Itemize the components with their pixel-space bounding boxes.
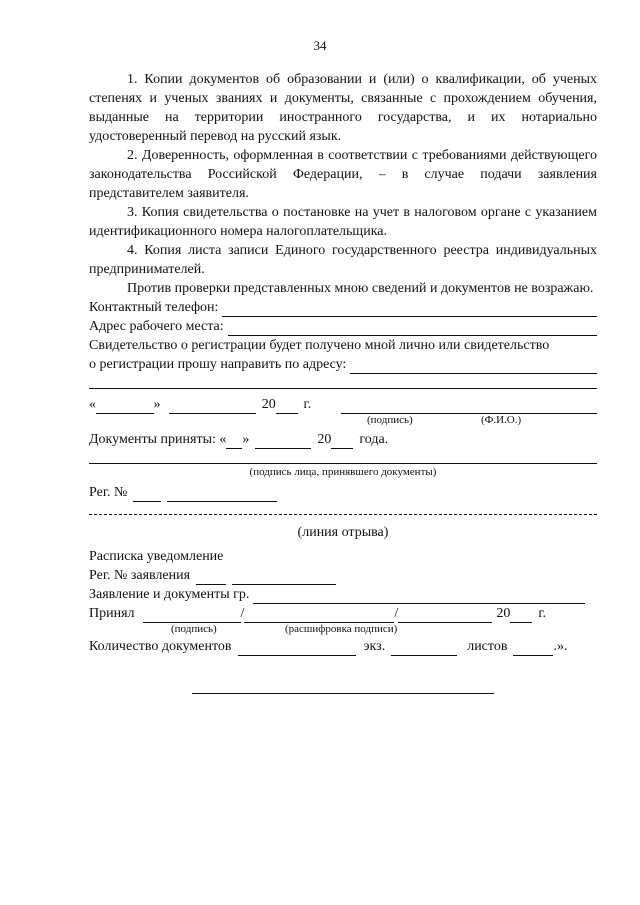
paragraph-1: 1. Копии документов об образовании и (или) о квалификации, об ученых степенях и ученых званиях и документы, связанные с прохождением обучения, выданные на территории иностранного государства, и их нотариально удостоверенный перевод на русский язык. [89,72,597,144]
reg-line [89,483,597,502]
page-number: 34 [313,38,327,53]
reg-number-field[interactable] [133,488,161,502]
receipt-sheets-field[interactable] [513,642,553,656]
accepted-signature-field[interactable] [89,463,597,464]
receipt-count-label: Количество документов [89,639,232,654]
year-prefix: 20 [261,397,276,412]
receipt-accepted-label: Принял [89,606,135,621]
address-field[interactable] [350,360,597,374]
receipt-slash-1: / [240,606,245,621]
receipt-accepted-line [89,604,597,623]
receipt-slash-2: / [394,606,399,621]
paragraph-3: 3. Копия свидетельства о постановке на учет в налоговом органе с указанием идентификационного номера налогоплательщика. [89,205,597,239]
receipt-count-line [89,637,597,656]
receipt-docs-line [89,585,597,604]
receipt-decoding-field[interactable] [244,609,394,623]
month-field[interactable] [169,400,256,414]
accepted-line [89,430,597,449]
phone-label: Контактный телефон: [89,300,219,315]
year-suffix: г. [303,397,312,412]
date-signature-line [89,395,597,414]
receipt-year-field[interactable] [510,609,532,623]
receipt-sheets-label: листов [467,639,508,654]
fio-caption: (Ф.И.О.) [481,414,522,426]
tear-dashed-line [89,514,597,515]
reg-label: Рег. № [89,485,128,500]
receipt-year-suffix: г. [538,606,546,621]
phone-line [89,298,597,317]
receipt-copies-label: экз. [363,639,386,654]
accepted-close-quote: » [242,432,250,447]
paragraph-consent: Против проверки представленных мною сведений и документов не возражаю. [127,281,594,296]
receipt-date-field[interactable] [398,609,492,623]
document-body [89,70,597,656]
receipt-reg-date-field[interactable] [232,571,336,585]
receipt-title: Расписка уведомление [89,549,224,564]
year-field[interactable] [276,400,298,414]
receipt-docs-field[interactable] [253,590,585,604]
date-open-quote: « [89,397,96,412]
phone-field[interactable] [222,303,597,317]
signature-fio-field[interactable] [341,400,597,414]
accepted-label: Документы приняты: « [89,432,227,447]
accepted-year-suffix: года. [359,432,389,447]
receipt-docs-label: Заявление и документы гр. [89,587,250,602]
receipt-reg-line [89,566,597,585]
tear-line-label: (линия отрыва) [297,525,389,540]
receipt-reg-label: Рег. № заявления [89,568,191,583]
receipt-decoding-caption: (расшифровка подписи) [285,623,398,635]
paragraph-4: 4. Копия листа записи Единого государственного реестра индивидуальных предпринимателей. [89,243,597,277]
signature-caption: (подпись) [367,414,413,426]
receipt-reg-number-field[interactable] [196,571,226,585]
certificate-line-2 [89,355,597,374]
accepted-month-field[interactable] [255,435,311,449]
date-close-quote: » [153,397,161,412]
accepted-year-prefix: 20 [317,432,332,447]
accepted-day-field[interactable] [226,435,242,449]
receipt-count-field[interactable] [238,642,356,656]
workplace-label: Адрес рабочего места: [89,319,224,334]
accepted-signature-caption: (подпись лица, принявшего документы) [249,466,437,478]
address-field-continued[interactable] [89,388,597,389]
accepted-year-field[interactable] [331,435,353,449]
paragraph-2: 2. Доверенность, оформленная в соответствии с требованиями действующего законодательства Российской Федерации, – в случае подачи заявления представителем заявителя. [89,148,597,201]
reg-date-field[interactable] [167,488,277,502]
day-field[interactable] [96,400,154,414]
closing-rule [192,693,494,694]
receipt-captions [89,623,597,637]
receipt-year-prefix: 20 [496,606,511,621]
receipt-signature-caption: (подпись) [171,623,217,635]
signature-captions [89,414,597,428]
certificate-line-1: Свидетельство о регистрации будет получено мной лично или свидетельство [89,338,550,353]
certificate-address-label: о регистрации прошу направить по адресу: [89,357,347,372]
receipt-closing: .». [553,639,568,654]
workplace-field[interactable] [228,322,597,336]
receipt-signature-field[interactable] [143,609,241,623]
workplace-line [89,317,597,336]
receipt-copies-field[interactable] [391,642,457,656]
